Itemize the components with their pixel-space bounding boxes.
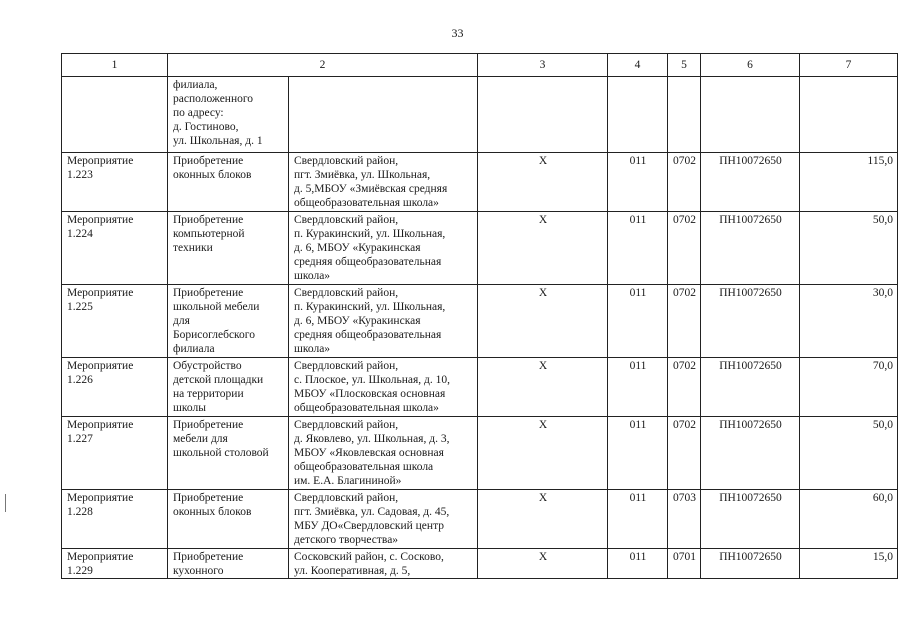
address-cell: Свердловский район, с. Плоское, ул. Школьная, д. 10, МБОУ «Плосковская основная общеобразовательная школа» <box>289 358 478 417</box>
header-cell: 5 <box>668 54 701 77</box>
col3-cell: X <box>478 549 608 579</box>
col6-cell: ПН10072650 <box>701 549 800 579</box>
address-cell: Сосковский район, с. Сосково, ул. Кооперативная, д. 5, <box>289 549 478 579</box>
col5-cell: 0702 <box>668 212 701 285</box>
col4-cell: 011 <box>608 153 668 212</box>
name-cell: Приобретение кухонного <box>168 549 289 579</box>
table-row <box>62 417 898 490</box>
header-cell: 4 <box>608 54 668 77</box>
col5-cell: 0702 <box>668 358 701 417</box>
table-row <box>62 358 898 417</box>
col6-cell: ПН10072650 <box>701 212 800 285</box>
name-cell: Приобретение оконных блоков <box>168 153 289 212</box>
event-cell: Мероприятие 1.228 <box>62 490 168 549</box>
amount-cell: 50,0 <box>800 417 898 490</box>
table-row <box>62 549 898 579</box>
col4-cell: 011 <box>608 358 668 417</box>
table-cell <box>668 77 701 153</box>
table-cell <box>62 77 168 153</box>
budget-table <box>61 53 898 579</box>
address-cell: Свердловский район, п. Куракинский, ул. Школьная, д. 6, МБОУ «Куракинская средняя общеобразовательная школа» <box>289 212 478 285</box>
col3-cell: X <box>478 212 608 285</box>
col3-cell: X <box>478 285 608 358</box>
amount-cell: 15,0 <box>800 549 898 579</box>
table-cell <box>289 77 478 153</box>
event-cell: Мероприятие 1.226 <box>62 358 168 417</box>
header-cell: 2 <box>168 54 478 77</box>
col3-cell: X <box>478 153 608 212</box>
col5-cell: 0702 <box>668 417 701 490</box>
table-cell <box>800 77 898 153</box>
name-cell: Приобретение мебели для школьной столовой <box>168 417 289 490</box>
col6-cell: ПН10072650 <box>701 285 800 358</box>
col3-cell: X <box>478 417 608 490</box>
event-cell: Мероприятие 1.229 <box>62 549 168 579</box>
header-cell: 7 <box>800 54 898 77</box>
col3-cell: X <box>478 490 608 549</box>
page-number: 33 <box>451 26 464 40</box>
name-cell: Приобретение компьютерной техники <box>168 212 289 285</box>
event-cell: Мероприятие 1.227 <box>62 417 168 490</box>
col6-cell: ПН10072650 <box>701 490 800 549</box>
table-cell <box>608 77 668 153</box>
col6-cell: ПН10072650 <box>701 358 800 417</box>
header-row <box>62 54 898 77</box>
amount-cell: 115,0 <box>800 153 898 212</box>
name-cell: Приобретение школьной мебели для Борисоглебского филиала <box>168 285 289 358</box>
scan-edge-mark <box>5 494 6 512</box>
col4-cell: 011 <box>608 490 668 549</box>
continuation-row <box>62 77 898 153</box>
col4-cell: 011 <box>608 212 668 285</box>
table-row <box>62 153 898 212</box>
col6-cell: ПН10072650 <box>701 417 800 490</box>
col5-cell: 0701 <box>668 549 701 579</box>
address-cell: Свердловский район, пгт. Змиёвка, ул. Школьная, д. 5,МБОУ «Змиёвская средняя общеобразовательная школа» <box>289 153 478 212</box>
address-cell: Свердловский район, д. Яковлево, ул. Школьная, д. 3, МБОУ «Яковлевская основная общеобразовательная школа им. Е.А. Благининой» <box>289 417 478 490</box>
col3-cell: X <box>478 358 608 417</box>
col5-cell: 0702 <box>668 285 701 358</box>
col5-cell: 0702 <box>668 153 701 212</box>
amount-cell: 50,0 <box>800 212 898 285</box>
col4-cell: 011 <box>608 285 668 358</box>
table-row <box>62 285 898 358</box>
col4-cell: 011 <box>608 549 668 579</box>
col5-cell: 0703 <box>668 490 701 549</box>
event-cell: Мероприятие 1.224 <box>62 212 168 285</box>
name-cell: Приобретение оконных блоков <box>168 490 289 549</box>
amount-cell: 30,0 <box>800 285 898 358</box>
name-cell: Обустройство детской площадки на территории школы <box>168 358 289 417</box>
amount-cell: 60,0 <box>800 490 898 549</box>
event-cell: Мероприятие 1.225 <box>62 285 168 358</box>
event-cell: Мероприятие 1.223 <box>62 153 168 212</box>
header-cell: 1 <box>62 54 168 77</box>
col6-cell: ПН10072650 <box>701 153 800 212</box>
col4-cell: 011 <box>608 417 668 490</box>
header-cell: 3 <box>478 54 608 77</box>
address-cell: Свердловский район, пгт. Змиёвка, ул. Садовая, д. 45, МБУ ДО«Свердловский центр детского творчества» <box>289 490 478 549</box>
amount-cell: 70,0 <box>800 358 898 417</box>
header-cell: 6 <box>701 54 800 77</box>
address-cell: Свердловский район, п. Куракинский, ул. Школьная, д. 6, МБОУ «Куракинская средняя общеобразовательная школа» <box>289 285 478 358</box>
table-row <box>62 212 898 285</box>
table-cell <box>478 77 608 153</box>
continuation-name-cell: филиала, расположенного по адресу: д. Гостиново, ул. Школьная, д. 1 <box>168 77 289 153</box>
table-cell <box>701 77 800 153</box>
table-row <box>62 490 898 549</box>
